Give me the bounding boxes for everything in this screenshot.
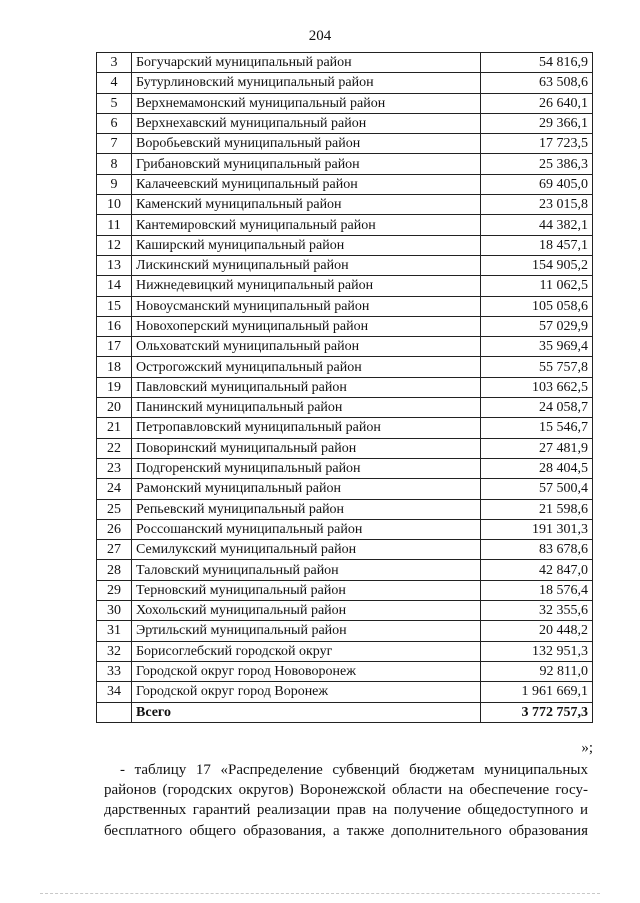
row-value: 18 457,1	[481, 235, 593, 255]
row-value: 28 404,5	[481, 458, 593, 478]
row-name: Грибановский муниципальный район	[132, 154, 481, 174]
table-row	[97, 519, 593, 539]
row-name: Павловский муниципальный район	[132, 377, 481, 397]
row-name: Таловский муниципальный район	[132, 560, 481, 580]
row-name: Лискинский муниципальный район	[132, 255, 481, 275]
table-row	[97, 113, 593, 133]
table-row	[97, 73, 593, 93]
row-value: 24 058,7	[481, 398, 593, 418]
table-row	[97, 215, 593, 235]
table-row	[97, 458, 593, 478]
body-line: районов (городских округов) Воронежской области на обеспечение госу-	[104, 782, 588, 799]
table-row	[97, 296, 593, 316]
row-value: 57 500,4	[481, 479, 593, 499]
row-number: 22	[97, 438, 132, 458]
row-number: 12	[97, 235, 132, 255]
row-name: Панинский муниципальный район	[132, 398, 481, 418]
row-number: 30	[97, 601, 132, 621]
row-name: Борисоглебский городской округ	[132, 641, 481, 661]
row-number	[97, 702, 132, 722]
table-row	[97, 540, 593, 560]
row-number: 31	[97, 621, 132, 641]
table-row	[97, 418, 593, 438]
row-name: Калачеевский муниципальный район	[132, 174, 481, 194]
row-name: Всего	[132, 702, 481, 722]
row-number: 27	[97, 540, 132, 560]
table-row	[97, 377, 593, 397]
table-row	[97, 661, 593, 681]
row-number: 13	[97, 255, 132, 275]
table-row	[97, 134, 593, 154]
row-value: 154 905,2	[481, 255, 593, 275]
row-value: 26 640,1	[481, 93, 593, 113]
table-row	[97, 195, 593, 215]
row-value: 35 969,4	[481, 337, 593, 357]
table-row	[97, 580, 593, 600]
row-value: 15 546,7	[481, 418, 593, 438]
table-row	[97, 499, 593, 519]
row-number: 25	[97, 499, 132, 519]
row-value: 103 662,5	[481, 377, 593, 397]
row-value: 3 772 757,3	[481, 702, 593, 722]
row-value: 17 723,5	[481, 134, 593, 154]
row-number: 20	[97, 398, 132, 418]
table-row	[97, 601, 593, 621]
body-paragraph	[104, 760, 588, 841]
row-number: 19	[97, 377, 132, 397]
table-row	[97, 93, 593, 113]
row-number: 28	[97, 560, 132, 580]
table-row	[97, 398, 593, 418]
page-bottom-rule	[40, 893, 600, 894]
row-name: Каширский муниципальный район	[132, 235, 481, 255]
row-number: 9	[97, 174, 132, 194]
row-number: 5	[97, 93, 132, 113]
row-name: Семилукский муниципальный район	[132, 540, 481, 560]
closing-quote: »;	[581, 740, 593, 756]
row-number: 34	[97, 682, 132, 702]
row-number: 14	[97, 276, 132, 296]
row-value: 105 058,6	[481, 296, 593, 316]
row-number: 16	[97, 316, 132, 336]
row-name: Подгоренский муниципальный район	[132, 458, 481, 478]
row-name: Новоусманский муниципальный район	[132, 296, 481, 316]
row-value: 25 386,3	[481, 154, 593, 174]
row-value: 29 366,1	[481, 113, 593, 133]
row-value: 132 951,3	[481, 641, 593, 661]
table-row	[97, 479, 593, 499]
table-row	[97, 337, 593, 357]
row-value: 63 508,6	[481, 73, 593, 93]
row-number: 26	[97, 519, 132, 539]
body-line: - таблицу 17 «Распределение субвенций бюджетам муниципальных	[120, 762, 588, 778]
row-name: Верхнехавский муниципальный район	[132, 113, 481, 133]
row-value: 92 811,0	[481, 661, 593, 681]
row-name: Бутурлиновский муниципальный район	[132, 73, 481, 93]
table-row	[97, 255, 593, 275]
row-name: Петропавловский муниципальный район	[132, 418, 481, 438]
row-value: 55 757,8	[481, 357, 593, 377]
subventions-table	[96, 52, 593, 723]
row-name: Городской округ город Нововоронеж	[132, 661, 481, 681]
row-name: Эртильский муниципальный район	[132, 621, 481, 641]
row-number: 21	[97, 418, 132, 438]
row-value: 18 576,4	[481, 580, 593, 600]
row-number: 6	[97, 113, 132, 133]
row-value: 23 015,8	[481, 195, 593, 215]
table-row	[97, 641, 593, 661]
row-name: Городской округ город Воронеж	[132, 682, 481, 702]
row-value: 54 816,9	[481, 53, 593, 73]
row-number: 33	[97, 661, 132, 681]
row-value: 42 847,0	[481, 560, 593, 580]
row-value: 27 481,9	[481, 438, 593, 458]
row-name: Россошанский муниципальный район	[132, 519, 481, 539]
table-body	[97, 53, 593, 723]
body-line: дарственных гарантий реализации прав на получение общедоступного и	[104, 802, 588, 819]
row-value: 44 382,1	[481, 215, 593, 235]
row-value: 191 301,3	[481, 519, 593, 539]
row-number: 24	[97, 479, 132, 499]
table-row	[97, 621, 593, 641]
row-value: 83 678,6	[481, 540, 593, 560]
table-row	[97, 276, 593, 296]
row-number: 7	[97, 134, 132, 154]
row-name: Поворинский муниципальный район	[132, 438, 481, 458]
row-value: 11 062,5	[481, 276, 593, 296]
table-row	[97, 438, 593, 458]
row-number: 32	[97, 641, 132, 661]
row-number: 15	[97, 296, 132, 316]
row-name: Верхнемамонский муниципальный район	[132, 93, 481, 113]
row-number: 11	[97, 215, 132, 235]
row-number: 29	[97, 580, 132, 600]
body-line: бесплатного общего образования, а также дополнительного образования	[104, 822, 588, 839]
row-number: 3	[97, 53, 132, 73]
row-number: 18	[97, 357, 132, 377]
row-value: 21 598,6	[481, 499, 593, 519]
row-name: Терновский муниципальный район	[132, 580, 481, 600]
row-number: 17	[97, 337, 132, 357]
table-row	[97, 357, 593, 377]
row-name: Кантемировский муниципальный район	[132, 215, 481, 235]
row-name: Воробьевский муниципальный район	[132, 134, 481, 154]
row-value: 32 355,6	[481, 601, 593, 621]
page-number: 204	[308, 28, 332, 44]
row-name: Хохольский муниципальный район	[132, 601, 481, 621]
row-number: 23	[97, 458, 132, 478]
row-name: Репьевский муниципальный район	[132, 499, 481, 519]
row-name: Острогожский муниципальный район	[132, 357, 481, 377]
table-row	[97, 154, 593, 174]
table-total-row	[97, 702, 593, 722]
table-row	[97, 316, 593, 336]
row-name: Нижнедевицкий муниципальный район	[132, 276, 481, 296]
table-row	[97, 174, 593, 194]
row-name: Каменский муниципальный район	[132, 195, 481, 215]
table-row	[97, 235, 593, 255]
row-name: Ольховатский муниципальный район	[132, 337, 481, 357]
row-name: Богучарский муниципальный район	[132, 53, 481, 73]
row-number: 8	[97, 154, 132, 174]
row-value: 1 961 669,1	[481, 682, 593, 702]
table-row	[97, 682, 593, 702]
row-number: 4	[97, 73, 132, 93]
row-number: 10	[97, 195, 132, 215]
row-name: Рамонский муниципальный район	[132, 479, 481, 499]
row-name: Новохоперский муниципальный район	[132, 316, 481, 336]
row-value: 69 405,0	[481, 174, 593, 194]
row-value: 20 448,2	[481, 621, 593, 641]
table-row	[97, 53, 593, 73]
table-row	[97, 560, 593, 580]
row-value: 57 029,9	[481, 316, 593, 336]
